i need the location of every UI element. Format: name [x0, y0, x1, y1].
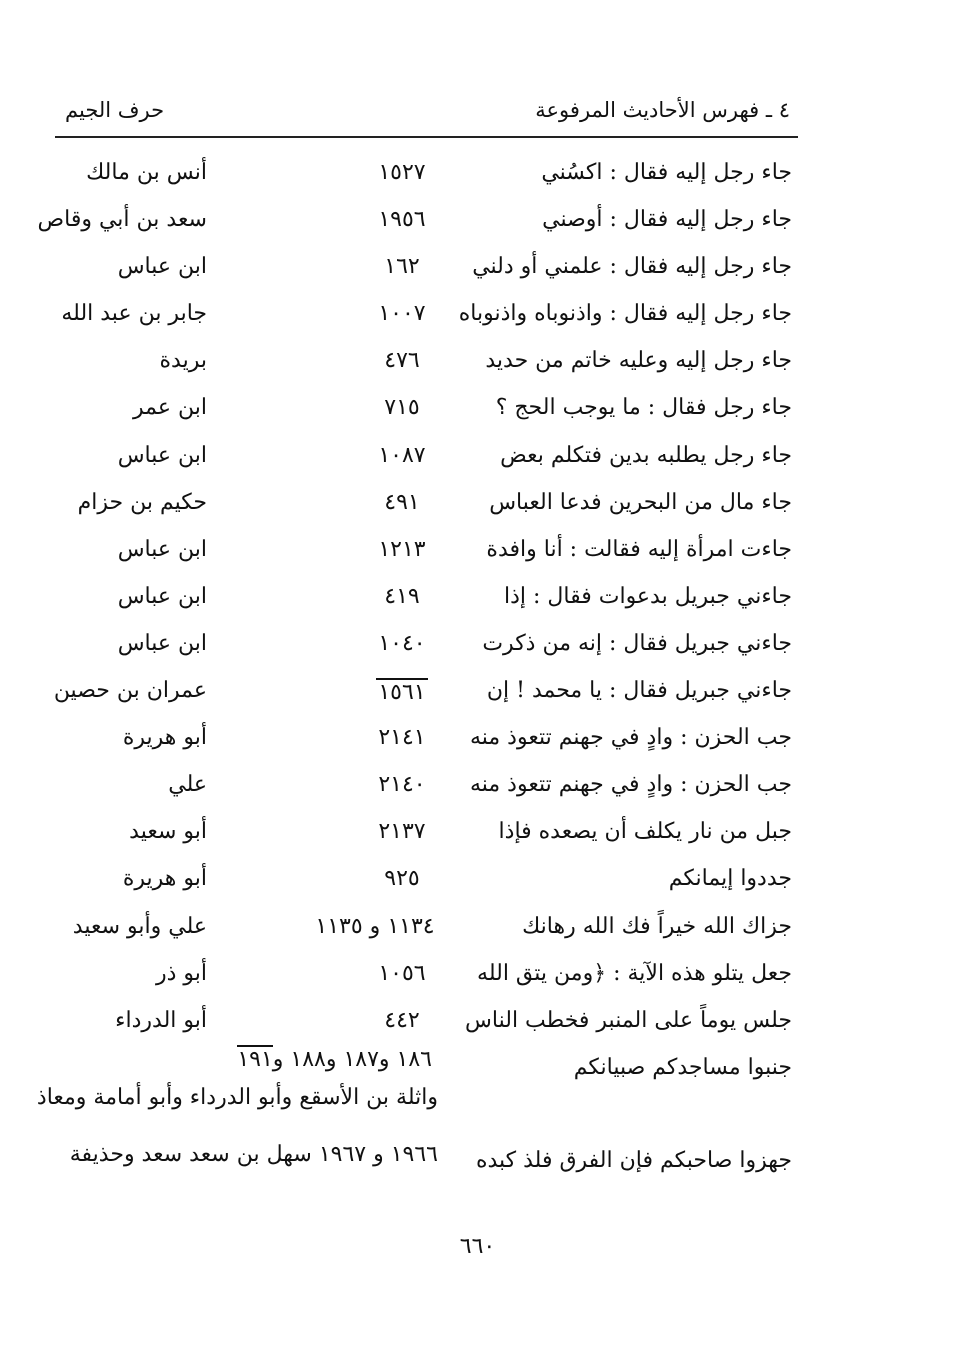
hadith-text: جاء رجل إليه فقال : علمني أو دلني: [472, 254, 792, 280]
narrator: جابر بن عبد الله: [61, 301, 207, 327]
hadith-text: جاء رجل فقال : ما يوجب الحج ؟: [495, 395, 792, 421]
hadith-number: ٤١٩: [384, 583, 420, 609]
list-item: [0, 293, 955, 340]
hadith-number: ١٠٤٠: [378, 630, 426, 656]
hadith-number: ١١٣٤ و ١١٣٥: [315, 913, 435, 939]
page-number: ٦٦٠: [459, 1234, 496, 1259]
list-item: [0, 906, 955, 953]
narrator: سعد بن أبي وقاص: [37, 207, 207, 233]
narrator: ابن عمر: [133, 395, 207, 421]
hadith-number: ٤٩١: [384, 489, 420, 515]
narrator: بريدة: [159, 348, 207, 374]
hadith-number: ١٩٥٦: [378, 207, 426, 233]
hadith-index-list: [0, 152, 955, 1047]
list-item: [0, 1000, 955, 1047]
list-item: [0, 199, 955, 246]
narrator: ابن عباس: [117, 254, 207, 280]
list-item: [0, 387, 955, 434]
list-item: [0, 246, 955, 293]
hadith-text: جاء رجل إليه فقال : أوصني: [542, 207, 792, 233]
hadith-text: جب الحزن : وادٍ في جهنم تتعوذ منه: [469, 772, 792, 798]
hadith-text: جاءت امرأة إليه فقالت : أنا وافدة: [486, 536, 792, 562]
narrator: حكيم بن حزام: [77, 489, 207, 515]
list-item: [0, 858, 955, 905]
hadith-text: جزاك الله خيراً فك الله رهانك: [522, 913, 792, 939]
list-item: [0, 953, 955, 1000]
narrator: ابن عباس: [117, 630, 207, 656]
hadith-text: جهزوا صاحبكم فإن الفرق فلذ كبده: [475, 1148, 792, 1173]
hadith-text: جددوا إيمانكم: [668, 866, 792, 892]
hadith-numbers: [237, 1047, 432, 1072]
list-item: [0, 1047, 955, 1127]
hadith-text: جاءني جبريل فقال : إنه من ذكرت: [482, 630, 792, 656]
hadith-text: جلس يوماً على المنبر فخطب الناس: [465, 1007, 792, 1033]
numbers-and-narrators: ١٩٦٦ و ١٩٦٧ سهل بن سعد سعد وحذيفة: [69, 1142, 438, 1167]
list-item: [0, 623, 955, 670]
hadith-text: جب الحزن : وادٍ في جهنم تتعوذ منه: [469, 725, 792, 751]
hadith-number: ١٠٨٧: [378, 442, 426, 468]
hadith-text: جاء رجل إليه فقال : واذنوباه واذنوباه: [458, 301, 792, 327]
list-item: [0, 811, 955, 858]
hadith-text: جنبوا مساجدكم صبيانكم: [573, 1055, 792, 1080]
hadith-number: ٢١٤٠: [378, 772, 426, 798]
hadith-number: ١٥٦١: [376, 678, 428, 705]
narrators: واثلة بن الأسقع وأبو الدرداء وأبو أمامة ومعاذ: [36, 1085, 438, 1110]
hadith-text: جاء رجل إليه فقال : اكسُني: [541, 160, 792, 185]
narrator: علي وأبو سعيد: [72, 913, 207, 939]
narrator: أنس بن مالك: [86, 160, 207, 185]
list-item: [0, 764, 955, 811]
hadith-number: ٢١٤١: [378, 725, 426, 751]
hadith-number: ٤٧٦: [384, 348, 420, 374]
section-title: ٤ ـ فهرس الأحاديث المرفوعة: [535, 98, 790, 122]
hadith-text: جاءني جبريل بدعوات فقال : إذا: [504, 583, 792, 609]
narrator: أبو الدرداء: [115, 1007, 207, 1033]
narrator: أبو هريرة: [122, 725, 207, 751]
narrator: أبو هريرة: [122, 866, 207, 892]
list-item: [0, 152, 955, 199]
narrator: ابن عباس: [117, 536, 207, 562]
hadith-number-marked: ١٩١: [237, 1047, 273, 1072]
hadith-text: جاءني جبريل فقال : يا محمد ! إن: [486, 678, 792, 704]
hadith-number: ١٢١٣: [378, 536, 426, 562]
hadith-number: ٩٢٥: [384, 866, 420, 892]
hadith-text: جاء مال من البحرين فدعا العباس: [489, 489, 792, 515]
hadith-numbers-plain: ١٨٦ و١٨٧ و١٨٨ و: [272, 1047, 432, 1072]
list-item: [0, 482, 955, 529]
narrator: ابن عباس: [117, 583, 207, 609]
hadith-number: ١٦٢: [384, 254, 420, 280]
hadith-number: ١٠٠٧: [378, 301, 426, 327]
narrator: ابن عباس: [117, 442, 207, 468]
hadith-text: جاء رجل إليه وعليه خاتم من حديد: [485, 348, 792, 374]
list-item: [0, 529, 955, 576]
narrator: علي: [168, 772, 207, 798]
page-header: [55, 88, 798, 138]
list-item: [0, 576, 955, 623]
letter-title: حرف الجيم: [65, 98, 165, 122]
hadith-text: جاء رجل يطلبه بدين فتكلم بعض: [500, 442, 792, 468]
narrator: أبو ذر: [155, 960, 207, 986]
hadith-number: ١٥٢٧: [378, 160, 426, 185]
hadith-number: ٤٤٢: [384, 1007, 420, 1033]
hadith-number: ١٠٥٦: [378, 960, 426, 986]
narrator: أبو سعيد: [129, 819, 207, 845]
list-item: [0, 670, 955, 717]
narrator: عمران بن حصين: [53, 678, 207, 704]
list-item: [0, 435, 955, 482]
hadith-text: جعل يتلو هذه الآية : ﴿ومن يتق الله: [477, 960, 792, 986]
hadith-number: ٧١٥: [384, 395, 420, 421]
list-item: [0, 340, 955, 387]
list-item: [0, 717, 955, 764]
list-item: [0, 1140, 955, 1180]
hadith-number: ٢١٣٧: [378, 819, 426, 845]
hadith-text: جبل من نار يكلف أن يصعده فإذا: [498, 819, 792, 845]
